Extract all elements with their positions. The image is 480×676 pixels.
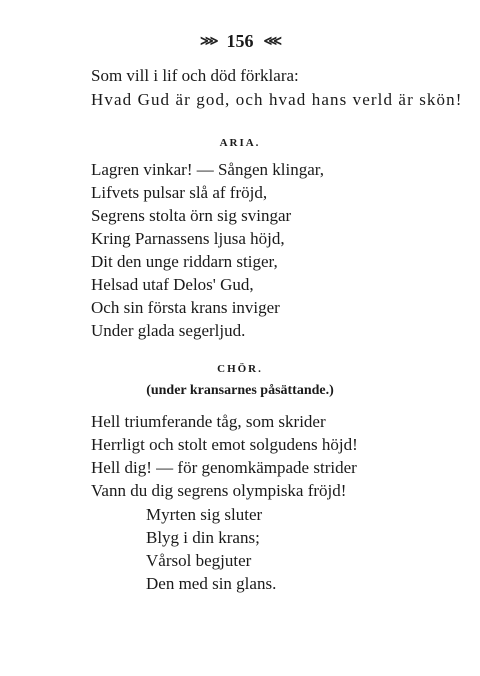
ornament-right-icon: ⋘ xyxy=(263,33,280,48)
aria-line-6: Helsad utaf Delos' Gud, xyxy=(91,275,254,294)
chor-heading: CHÖR. xyxy=(217,363,263,375)
refrain-line-4: Den med sin glans. xyxy=(146,574,277,593)
aria-line-5: Dit den unge riddarn stiger, xyxy=(91,252,278,271)
aria-line-8: Under glada segerljud. xyxy=(91,321,246,340)
chor-subheading: (under kransarnes påsättande.) xyxy=(146,383,334,398)
refrain-line-3: Vårsol begjuter xyxy=(146,551,252,570)
ornament-left-icon: ⋙ xyxy=(200,33,217,48)
page-number: 156 xyxy=(226,31,254,51)
refrain-line-1: Myrten sig sluter xyxy=(146,505,263,524)
chor-line-1: Hell triumferande tåg, som skrider xyxy=(91,412,326,431)
intro-line-2: Hvad Gud är god, och hvad hans verld är skön! xyxy=(91,90,463,109)
page-header xyxy=(0,30,480,52)
aria-line-7: Och sin första krans inviger xyxy=(91,298,280,317)
intro-line-1: Som vill i lif och död förklara: xyxy=(91,66,299,85)
chor-line-3: Hell dig! — för genomkämpade strider xyxy=(91,458,357,477)
aria-line-4: Kring Parnassens ljusa höjd, xyxy=(91,229,285,248)
chor-line-2: Herrligt och stolt emot solgudens höjd! xyxy=(91,435,358,454)
aria-line-2: Lifvets pulsar slå af fröjd, xyxy=(91,183,268,202)
aria-line-3: Segrens stolta örn sig svingar xyxy=(91,206,292,225)
refrain-line-2: Blyg i din krans; xyxy=(146,528,260,547)
aria-heading: ARIA. xyxy=(219,137,261,149)
chor-line-4: Vann du dig segrens olympiska fröjd! xyxy=(91,481,347,500)
aria-line-1: Lagren vinkar! — Sången klingar, xyxy=(91,160,324,179)
